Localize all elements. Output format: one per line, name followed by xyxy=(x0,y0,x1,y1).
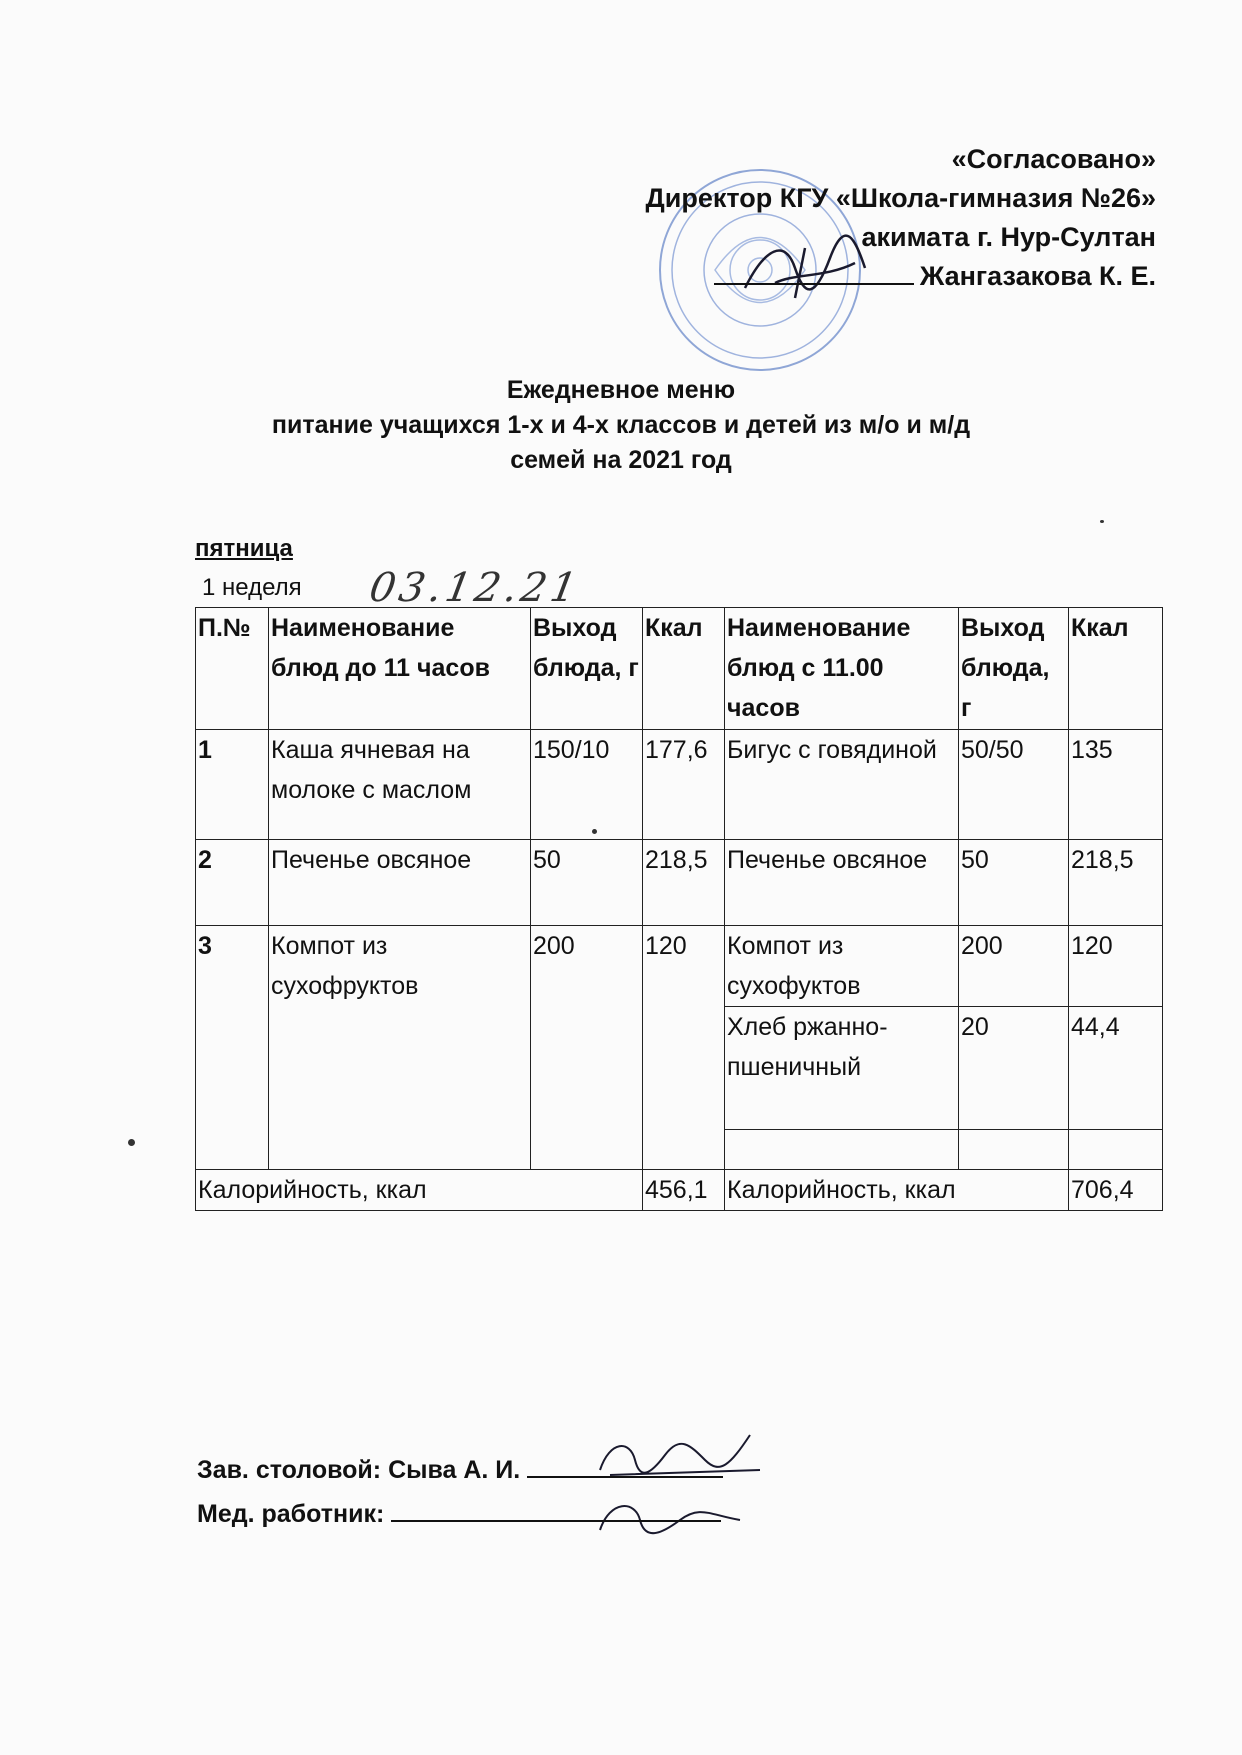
row-yield-after: 50 xyxy=(959,840,1069,926)
approval-title: «Согласовано» xyxy=(951,144,1156,174)
scan-speck xyxy=(128,1139,135,1146)
row-yield-before: 200 xyxy=(531,926,643,1170)
menu-table xyxy=(195,607,1163,1211)
row-yield-before: 50 xyxy=(531,840,643,926)
header-yield-after: Выход блюда, г xyxy=(959,608,1069,730)
approval-name-line xyxy=(646,257,1156,296)
footer-block xyxy=(197,1448,723,1536)
approval-director: Директор КГУ «Школа-гимназия №26» xyxy=(645,183,1156,213)
row-dish-after: Бигус с говядиной xyxy=(725,730,959,840)
row-dish-after: Печенье овсяное xyxy=(725,840,959,926)
header-yield-before: Выход блюда, г xyxy=(531,608,643,730)
row-kcal-after: 44,4 xyxy=(1069,1007,1163,1130)
row-yield-after: 200 xyxy=(959,926,1069,1007)
row-num: 2 xyxy=(196,840,269,926)
header-kcal-before: Ккал xyxy=(643,608,725,730)
row-dish-before: Печенье овсяное xyxy=(269,840,531,926)
medic-label: Мед. работник: xyxy=(197,1500,385,1528)
row-kcal-before: 120 xyxy=(643,926,725,1170)
medic-line xyxy=(197,1492,723,1536)
approval-block xyxy=(646,140,1156,296)
empty-cell xyxy=(1069,1130,1163,1170)
row-num: 3 xyxy=(196,926,269,1170)
day-of-week: пятница xyxy=(195,535,293,562)
heading-subtitle: питание учащихся 1-х и 4-х классов и детей из м/о и м/д xyxy=(271,411,971,439)
row-yield-after: 50/50 xyxy=(959,730,1069,840)
total-label-before: Калорийность, ккал xyxy=(196,1170,643,1211)
row-kcal-before: 218,5 xyxy=(643,840,725,926)
total-value-before: 456,1 xyxy=(643,1170,725,1211)
row-dish-before: Каша ячневая на молоке с маслом xyxy=(269,730,531,840)
row-num: 1 xyxy=(196,730,269,840)
totals-row xyxy=(196,1170,1163,1211)
row-yield-before: 150/10 xyxy=(531,730,643,840)
scan-speck xyxy=(1100,520,1104,523)
handwritten-date: 03.12.21 xyxy=(365,565,585,611)
total-label-after: Калорийность, ккал xyxy=(725,1170,1069,1211)
header-name-after: Наименование блюд с 11.00 часов xyxy=(725,608,959,730)
empty-cell xyxy=(725,1130,959,1170)
header-num: П.№ xyxy=(196,608,269,730)
canteen-head-label: Зав. столовой: Сыва А. И. xyxy=(197,1456,521,1484)
row-kcal-after: 218,5 xyxy=(1069,840,1163,926)
approval-name: Жангазакова К. Е. xyxy=(919,261,1156,291)
scan-speck xyxy=(592,829,597,834)
signature-blank xyxy=(391,1498,721,1522)
document-heading xyxy=(0,373,1242,478)
row-kcal-after: 135 xyxy=(1069,730,1163,840)
heading-title: Ежедневное меню xyxy=(506,376,736,404)
week-label: 1 неделя xyxy=(202,574,302,601)
approval-akimat: акимата г. Нур-Султан xyxy=(861,222,1156,252)
header-name-before: Наименование блюд до 11 часов xyxy=(269,608,531,730)
row-yield-after: 20 xyxy=(959,1007,1069,1130)
total-value-after: 706,4 xyxy=(1069,1170,1163,1211)
signature-blank xyxy=(527,1454,723,1478)
row-dish-before: Компот из сухофруктов xyxy=(269,926,531,1170)
header-kcal-after: Ккал xyxy=(1069,608,1163,730)
table-header-row xyxy=(196,608,1163,730)
row-kcal-before: 177,6 xyxy=(643,730,725,840)
row-dish-after: Компот из сухофуктов xyxy=(725,926,959,1007)
table-row xyxy=(196,840,1163,926)
row-kcal-after: 120 xyxy=(1069,926,1163,1007)
table-row xyxy=(196,730,1163,840)
row-dish-after: Хлеб ржанно-пшеничный xyxy=(725,1007,959,1130)
table-row xyxy=(196,926,1163,1007)
heading-year: семей на 2021 год xyxy=(510,446,732,474)
canteen-head-line xyxy=(197,1448,723,1492)
empty-cell xyxy=(959,1130,1069,1170)
signature-blank xyxy=(714,259,914,285)
